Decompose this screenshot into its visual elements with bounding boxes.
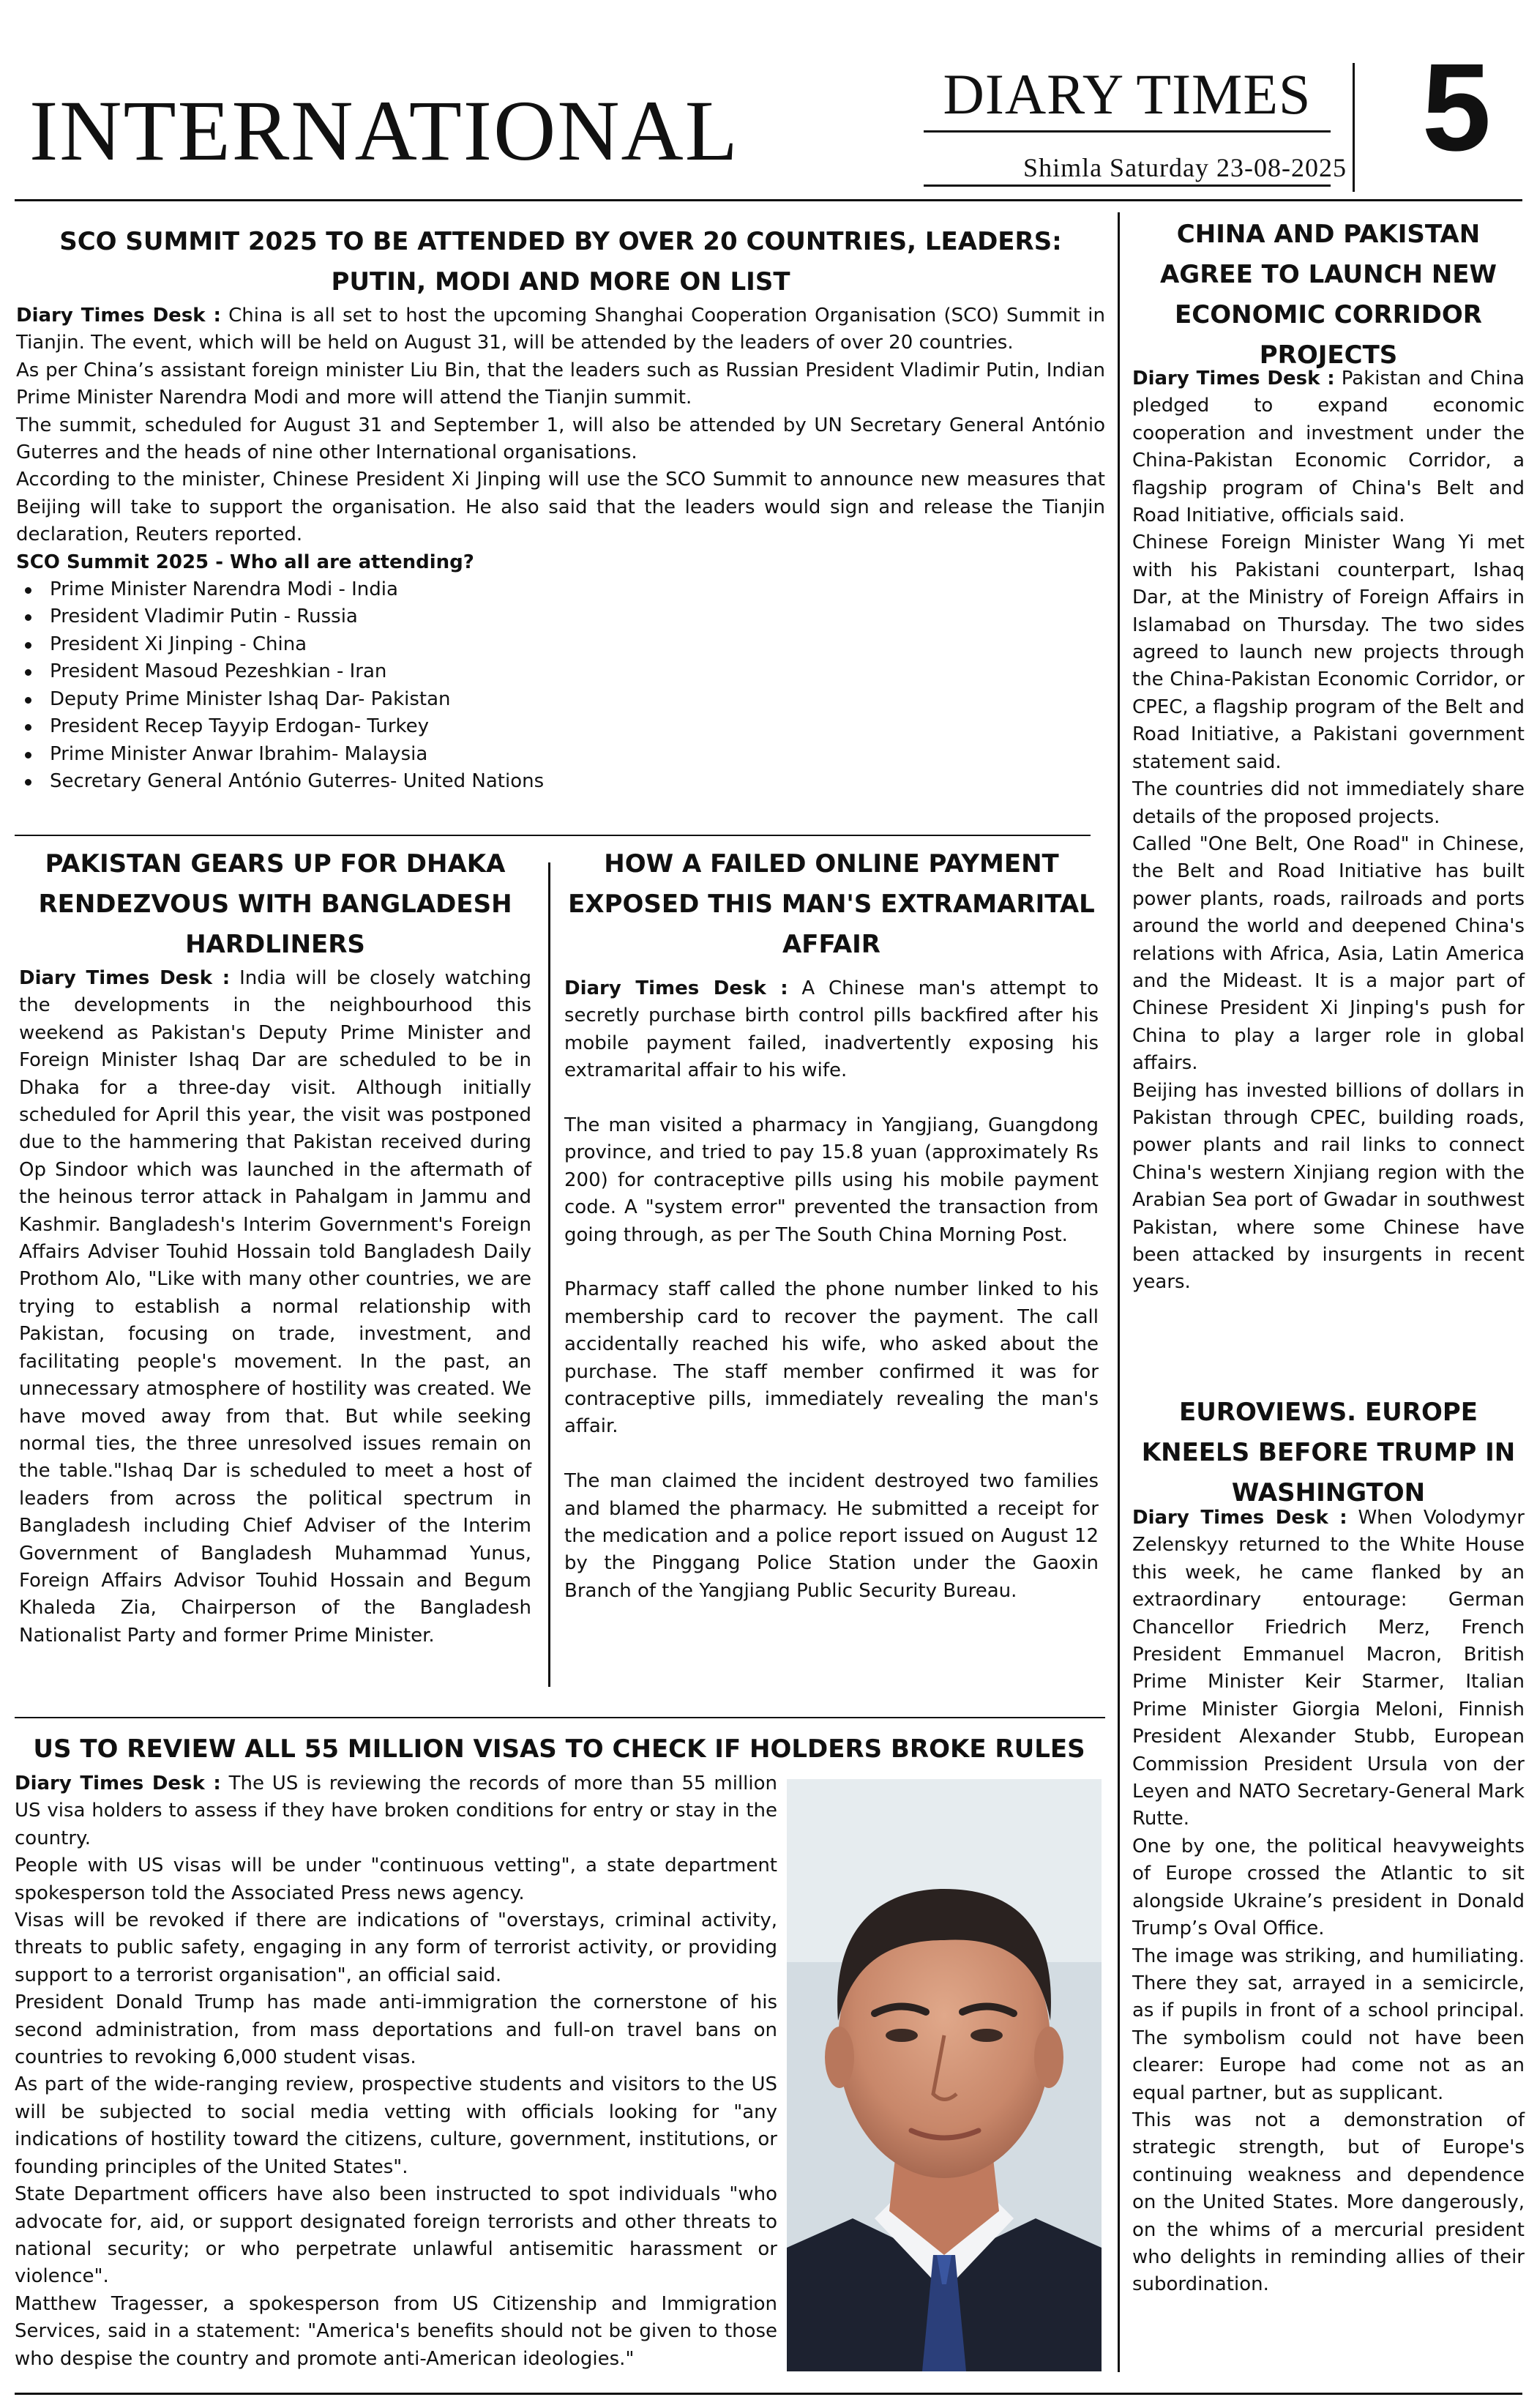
middle-bottom-rule <box>15 1717 1105 1718</box>
masthead-rule <box>924 130 1331 133</box>
article-paragraph: The image was striking, and humiliating. There they sat, arrayed in a semicircle, as if pupils in front of a school principal. The symbolism could not have been clearer: Europe had come not as an equal partner, but as supplicant. <box>1132 1945 1525 2104</box>
article-paragraph: Visas will be revoked if there are indications of "overstays, criminal activity, threats to public safety, engaging in any form of terrorist activity, or providing support to a terrorist organisation", an official said. <box>15 1909 777 1986</box>
article-us-visas <box>10 1732 1108 1767</box>
article-failed-payment <box>564 844 1099 1605</box>
article-paragraph: Matthew Tragesser, a spokesperson from US Citizenship and Immigration Services, said in a statement: "America's benefits should not be given to those who despise the country and promote anti-American ideologies." <box>15 2292 777 2370</box>
byline: Diary Times Desk : <box>1132 1507 1347 1529</box>
article-paragraph: Chinese Foreign Minister Wang Yi met with his Pakistani counterpart, Ishaq Dar, at the Ministry of Foreign Affairs in Islamabad on Thursday. The two sides agreed to launch new projects through the China-Pakistan Economic Corridor, or CPEC, a flagship program of the Belt and Road Initiative, a Pakistani government statement said. <box>1132 532 1525 773</box>
article-body <box>19 965 531 1650</box>
dateline: Shimla Saturday 23-08-2025 <box>1023 153 1347 182</box>
article-paragraph: India will be closely watching the developments in the neighbourhood this weekend as Pakistan's Deputy Prime Minister and Foreign Minister Ishaq Dar are scheduled to be in Dhaka for a three-day visit. Although initially scheduled for April this year, the visit was postponed due to the hammering that Pakistan received during Op Sindoor which was launched in the aftermath of the heinous terror attack in Pahalgam in Jammu and Kashmir. Bangladesh's Interim Government's Foreign Affairs Adviser Touhid Hossain told Bangladesh Daily Prothom Alo, "Like with many other countries, we are trying to establish a normal relationship with Pakistan, focusing on trade, investment, and facilitating people's movement. In the past, an unnecessary atmosphere of hostility was created. We have moved away from that. But while seeking normal ties, the three unresolved issues remain on the table."Ishaq Dar is scheduled to meet a host of leaders from across the political spectrum in Bangladesh including Chief Adviser of the Interim Government of Bangladesh Muhammad Yunus, Foreign Affairs Advisor Touhid Hossain and Begum Khaleda Zia, Chairperson of the Bangladesh Nationalist Party and former Prime Minister. <box>19 967 532 1647</box>
article-headline: US TO REVIEW ALL 55 MILLION VISAS TO CHECK IF HOLDERS BROKE RULES <box>33 1734 1085 1764</box>
article-body <box>16 302 1105 795</box>
article-photo <box>787 1779 1102 2371</box>
list-item: Prime Minister Narendra Modi - India <box>50 576 1105 603</box>
list-item: Deputy Prime Minister Ishaq Dar- Pakistan <box>50 686 1105 713</box>
byline: Diary Times Desk : <box>564 977 788 999</box>
article-body <box>564 975 1099 1605</box>
footer-rule <box>15 2393 1522 2395</box>
article-paragraph: Called "One Belt, One Road" in Chinese, the Belt and Road Initiative has built power plants, roads, railroads and ports around the world and deepened China's relations with Africa, Asia, Latin America and the Mideast. It is a major part of Chinese President Xi Jinping's push for China to play a larger role in global affairs. <box>1132 832 1525 1075</box>
article-paragraph: The man claimed the incident destroyed two families and blamed the pharmacy. He submitted a receipt for the medication and a police report issued on August 12 by the Pinggang Police Station under the Gaoxin Branch of the Yangjiang Public Security Bureau. <box>564 1470 1099 1602</box>
article-body <box>1132 1505 1525 2299</box>
article-paragraph: The countries did not immediately share details of the proposed projects. <box>1132 778 1525 828</box>
article-paragraph: President Donald Trump has made anti-immigration the cornerstone of his second administration, from mass deportations and full-on travel bans on countries to revoking 6,000 student visas. <box>15 1991 777 2069</box>
article-paragraph: Pharmacy staff called the phone number linked to his membership card to recover the payment. The call accidentally reached his wife, who asked about the purchase. The staff member confirmed it was for contraceptive pills, immediately revealing the man's affair. <box>564 1278 1099 1438</box>
article-euroviews <box>1132 1393 1525 2299</box>
sco-bottom-rule <box>15 835 1091 836</box>
byline: Diary Times Desk : <box>19 967 231 989</box>
section-title: INTERNATIONAL <box>29 83 739 179</box>
article-headline: CHINA AND PAKISTAN AGREE TO LAUNCH NEW ECONOMIC CORRIDOR PROJECTS <box>1159 220 1497 370</box>
list-item: Secretary General António Guterres- United Nations <box>50 768 1105 795</box>
list-item: President Vladimir Putin - Russia <box>50 603 1105 630</box>
article-headline: PAKISTAN GEARS UP FOR DHAKA RENDEZVOUS WITH BANGLADESH HARDLINERS <box>38 849 512 959</box>
article-headline: EUROVIEWS. EUROPE KNEELS BEFORE TRUMP IN WASHINGTON <box>1141 1398 1516 1507</box>
right-column-divider <box>1118 212 1120 2372</box>
article-paragraph: Beijing has invested billions of dollars in Pakistan through CPEC, building roads, power plants and rail links to connect China's western Xinjiang region with the Arabian Sea port of Gwadar in southwest Pakistan, where some Chinese have been attacked by insurgents in recent years. <box>1132 1079 1525 1294</box>
dateline-rule <box>924 184 1331 187</box>
article-paragraph: As part of the wide-ranging review, prospective students and visitors to the US will be subjected to social media vetting with officials looking for "any indications of hostility toward the citizens, culture, government, institutions, or founding principles of the United States". <box>15 2073 777 2178</box>
article-paragraph: When Volodymyr Zelenskyy returned to the White House this week, he came flanked by an extraordinary entourage: German Chancellor Friedrich Merz, French President Emmanuel Macron, British Prime Minister Keir Starmer, Italian Prime Minister Giorgia Meloni, Finnish President Alexander Stubb, European Commission President Ursula von der Leyen and NATO Secretary-General Mark Rutte. <box>1132 1507 1525 1830</box>
article-china-pakistan-corridor <box>1132 215 1525 1297</box>
article-paragraph: A Chinese man's attempt to secretly purchase birth control pills backfired after his mobile payment failed, inadvertently exposing his extramarital affair to his wife. <box>564 977 1099 1082</box>
byline: Diary Times Desk : <box>16 305 221 327</box>
masthead-divider <box>1353 63 1355 192</box>
list-item: President Xi Jinping - China <box>50 631 1105 658</box>
article-body <box>1132 365 1525 1297</box>
middle-column-divider <box>548 862 550 1687</box>
byline: Diary Times Desk : <box>15 1773 221 1794</box>
article-paragraph: Pakistan and China pledged to expand economic cooperation and investment under the China-Pakistan Economic Corridor, a flagship program of China's Belt and Road Initiative, officials said. <box>1132 368 1525 527</box>
header-rule <box>15 199 1522 201</box>
article-paragraph: China is all set to host the upcoming Shanghai Cooperation Organisation (SCO) Summit in Tianjin. The event, which will be held on August 31, will be attended by the leaders of over 20 countries. <box>16 305 1105 354</box>
article-paragraph: The US is reviewing the records of more than 55 million US visa holders to assess if they have broken conditions for entry or stay in the country. <box>15 1773 777 1849</box>
article-paragraph: People with US visas will be under "continuous vetting", a state department spokesperson told the Associated Press news agency. <box>15 1855 777 1904</box>
article-paragraph: One by one, the political heavyweights of Europe crossed the Atlantic to sit alongside Ukraine’s president in Donald Trump’s Oval Office. <box>1132 1835 1525 1940</box>
article-paragraph: The man visited a pharmacy in Yangjiang, Guangdong province, and tried to pay 15.8 yuan (approximately Rs 200) for contraceptive pills using his mobile payment code. A "system error" prevented the transaction from going through, as per The South China Morning Post. <box>564 1114 1099 1246</box>
list-heading: SCO Summit 2025 - Who all are attending? <box>16 551 474 573</box>
article-body <box>15 1770 777 2373</box>
article-pakistan-dhaka <box>19 844 531 1650</box>
newspaper-name: DIARY TIMES <box>943 62 1312 126</box>
portrait-image <box>787 1779 1102 2371</box>
article-paragraph: According to the minister, Chinese President Xi Jinping will use the SCO Summit to announce new measures that Beijing will take to support the organisation. He also said that the leaders would sign and release the Tianjin declaration, Reuters reported. <box>16 469 1105 546</box>
article-paragraph: This was not a demonstration of strategic strength, but of Europe's continuing weakness and dependence on the United States. More dangerously, on the whims of a mercurial president who delights in reminding allies of their subordination. <box>1132 2109 1525 2296</box>
attendee-list <box>16 576 1105 795</box>
article-headline: HOW A FAILED ONLINE PAYMENT EXPOSED THIS MAN'S EXTRAMARITAL AFFAIR <box>568 849 1095 959</box>
page-number: 5 <box>1421 38 1492 177</box>
list-item: President Recep Tayyip Erdogan- Turkey <box>50 713 1105 740</box>
list-item: Prime Minister Anwar Ibrahim- Malaysia <box>50 741 1105 768</box>
article-sco-summit <box>16 222 1105 795</box>
article-paragraph: State Department officers have also been instructed to spot individuals "who advocate for, aid, or support designated foreign terrorists and other threats to national security; or who perpetrate unlawful antisemitic harassment or violence". <box>15 2183 777 2288</box>
list-item: President Masoud Pezeshkian - Iran <box>50 658 1105 685</box>
byline: Diary Times Desk : <box>1132 368 1335 389</box>
article-paragraph: As per China’s assistant foreign minister Liu Bin, that the leaders such as Russian President Vladimir Putin, Indian Prime Minister Narendra Modi and more will attend the Tianjin summit. <box>16 359 1105 409</box>
article-headline: SCO SUMMIT 2025 TO BE ATTENDED BY OVER 20 COUNTRIES, LEADERS: PUTIN, MODI AND MORE ON LIST <box>59 227 1062 297</box>
article-paragraph: The summit, scheduled for August 31 and September 1, will also be attended by UN Secretary General António Guterres and the heads of nine other International organisations. <box>16 414 1105 464</box>
